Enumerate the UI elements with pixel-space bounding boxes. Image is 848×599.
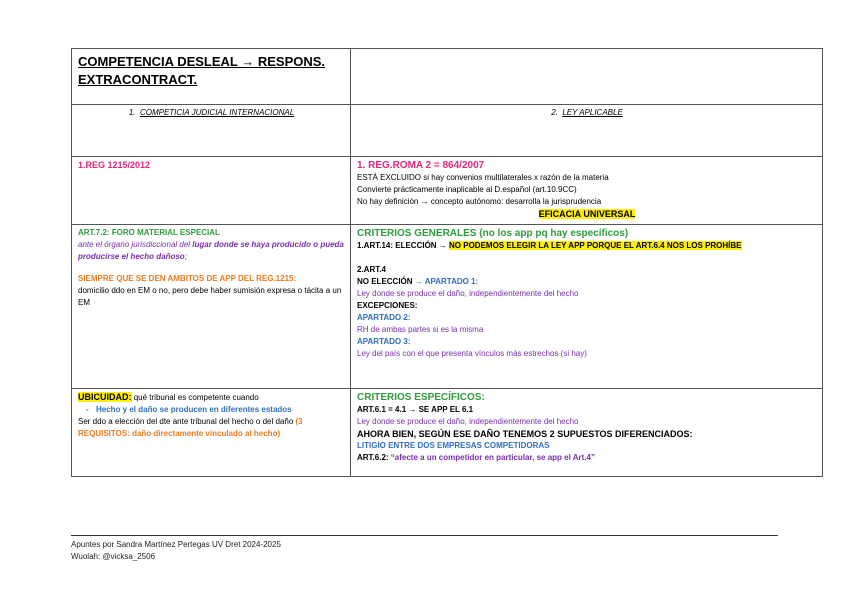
notes-table: [71, 48, 823, 477]
col2-number: 2.: [551, 108, 558, 117]
criterios-generales: CRITERIOS GENERALES (no los app pq hay específicos): [357, 228, 629, 239]
col2-criteria-cell: [351, 225, 823, 389]
art62-label: ART.6.2:: [357, 453, 389, 462]
ley-pais-text: Ley del país con el que presenta vínculos más estrechos (si hay): [357, 349, 587, 358]
col1-heading: [72, 105, 351, 157]
criterios-especificos: CRITERIOS ESPECÍFICOS:: [357, 392, 485, 403]
specific-row: [72, 389, 823, 477]
title-row: [72, 49, 823, 105]
convierte-text: Convierte prácticamente inaplicable al D.español (art.10.9CC): [357, 185, 577, 194]
footer-divider: [71, 535, 778, 536]
ahora-text: AHORA BIEN, SEGÚN ESE DAÑO TENEMOS 2 SUPUESTOS DIFERENCIADOS:: [357, 429, 693, 439]
excepciones-label: EXCEPCIONES:: [357, 301, 418, 310]
rh-text: RH de ambas partes si es la misma: [357, 325, 484, 334]
title-cell: [72, 49, 351, 105]
col1-ubicuidad-cell: [72, 389, 351, 477]
title-line-1: COMPETENCIA DESLEAL → RESPONS.: [78, 54, 326, 69]
art14-highlight: NO PODEMOS ELEGIR LA LEY APP PORQUE EL ART.6.4 NOS LOS PROHÍBE: [449, 241, 742, 250]
art62-text: “afecte a un competidor en particular, se app el Art.4”: [388, 453, 595, 462]
title-empty-cell: [351, 49, 823, 105]
col1-number: 1.: [128, 108, 136, 117]
ubicuidad-label: UBICUIDAD:: [78, 392, 132, 402]
col2-heading-text: LEY APLICABLE: [562, 108, 623, 117]
title-line-2: EXTRACONTRACT.: [78, 72, 198, 87]
ubicuidad-text: qué tribunal es competente cuando: [131, 393, 259, 402]
ley-dano-text: Ley donde se produce el daño, independientemente del hecho: [357, 289, 579, 298]
eficacia-universal: EFICACIA UNIVERSAL: [538, 209, 636, 219]
heading-row: [72, 105, 823, 157]
litigio-text: LITIGIO ENTRE DOS EMPRESAS COMPETIDORAS: [357, 441, 550, 450]
footer-wuolah: Wuolah: @vicksa_2506: [71, 552, 156, 561]
art61-text: ART.6.1 = 4.1 → SE APP EL 6.1: [357, 405, 474, 414]
domicilio-text: domicilio ddo en EM o no, pero debe haber sumisión expresa o tácita a un EM: [78, 286, 342, 307]
col2-reg-cell: [351, 157, 823, 225]
ley-dano2-text: Ley donde se produce el daño, independientemente del hecho: [357, 417, 579, 426]
apartado1: → APARTADO 1:: [414, 277, 479, 286]
col2-heading: [351, 105, 823, 157]
reg-roma2: 1. REG.ROMA 2 = 864/2007: [357, 160, 485, 171]
footer: [71, 539, 281, 563]
col1-reg-cell: [72, 157, 351, 225]
apartado2: APARTADO 2:: [357, 313, 411, 322]
excluido-text: ESTÁ EXCLUIDO si hay convenios multilaterales x razón de la materia: [357, 173, 609, 182]
no-eleccion: NO ELECCIÓN: [357, 277, 415, 286]
criteria-row: [72, 225, 823, 389]
art72-text-a: ante el órgano jurisdiccional del: [78, 240, 193, 249]
art14-label: 1.ART.14: ELECCIÓN →: [357, 241, 450, 250]
requisitos-text: (3 REQUISITOS: daño directamente vinculado al hecho): [78, 417, 303, 438]
eleccion-text: Ser ddo a elección del dte ante tribunal del hecho o del daño: [78, 417, 296, 426]
col1-heading-text: COMPETICIA JUDICIAL INTERNACIONAL: [139, 108, 295, 117]
art72-heading: ART.7.2: FORO MATERIAL ESPECIAL: [78, 228, 220, 237]
reg-1215: 1.REG 1215/2012: [78, 160, 151, 170]
apartado3: APARTADO 3:: [357, 337, 411, 346]
regulation-row: [72, 157, 823, 225]
art72-text-b: lugar donde se haya producido o pueda producirse el hecho dañoso: [78, 240, 344, 261]
col2-specific-cell: [351, 389, 823, 477]
bullet-item: - Hecho y el daño se producen en diferentes estados: [78, 404, 345, 416]
col1-criteria-cell: [72, 225, 351, 389]
art72-text-c: ;: [184, 252, 187, 261]
siempre-heading: SIEMPRE QUE SE DEN AMBITOS DE APP DEL REG.1215:: [78, 274, 297, 283]
nohay-text: No hay definición → concepto autónomo: desarrolla la jurisprudencia: [357, 197, 602, 206]
art4-label: 2.ART.4: [357, 265, 386, 274]
footer-author: Apuntes por Sandra Martínez Pertegas UV Dret 2024-2025: [71, 540, 281, 549]
